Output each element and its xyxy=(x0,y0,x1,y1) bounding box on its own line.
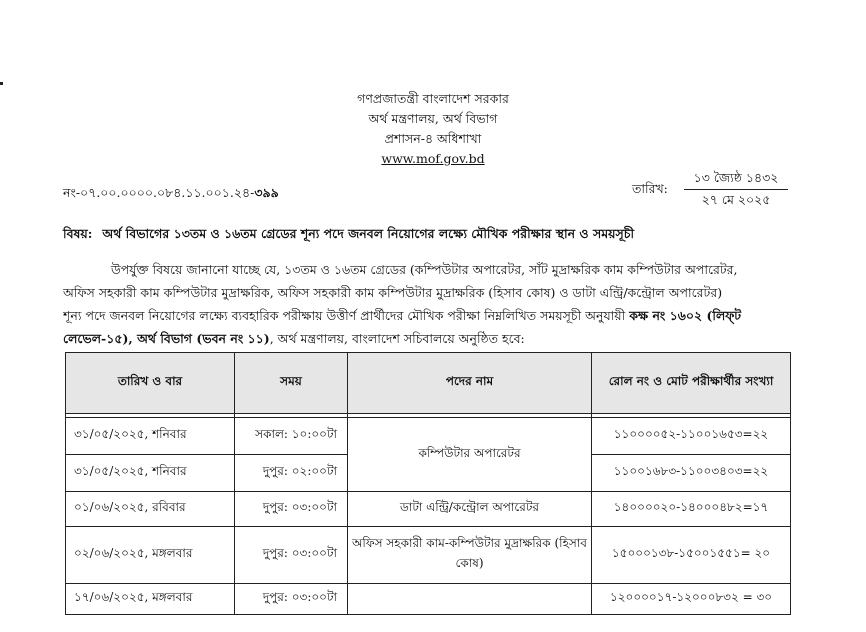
subject-label: বিষয়: xyxy=(63,226,93,241)
cell-post: কম্পিউটার অপারেটর xyxy=(348,418,592,492)
cell-time: দুপুর: ০৩:০০টা xyxy=(235,492,348,527)
cell-post xyxy=(348,584,592,615)
branch-name: প্রশাসন-৪ অধিশাখা xyxy=(384,131,482,146)
memo-number-prefix: নং-০৭.০০.০০০০.০৮৪.১১.০০১.২৪- xyxy=(63,185,255,200)
date-label: তারিখ: xyxy=(632,181,668,196)
government-name: গণপ্রজাতন্ত্রী বাংলাদেশ সরকার xyxy=(357,91,509,106)
cell-roll: ১৫০০০১৩৮-১৫০০১৫৫১= ২০ xyxy=(592,527,791,584)
body-paragraph xyxy=(63,258,790,350)
cell-roll: ১১০০০০৫২-১১০০১৬৫৩=২২ xyxy=(592,418,791,455)
cell-date: ০২/০৬/২০২৫, মঙ্গলবার xyxy=(66,527,235,584)
venue: লেভেল-১৫), অর্থ বিভাগ (ভবন নং ১১) xyxy=(63,331,270,346)
cell-date: ১৭/০৬/২০২৫, মঙ্গলবার xyxy=(66,584,235,615)
room-number: কক্ষ নং ১৬০২ (লিফ্‌ট xyxy=(629,308,742,323)
cell-time: দুপুর: ০৩:০০টা xyxy=(235,584,348,615)
cell-roll: ১৪০০০০২০-১৪০০০৪৮২=১৭ xyxy=(592,492,791,527)
body-line-3-text: শূন্য পদে জনবল নিয়োগের লক্ষ্যে ব্যবহারিক পরীক্ষায় উত্তীর্ণ প্রার্থীদের মৌখিক পরীক্ষা নিম্নলিখিত সময়সূচী অনুযায়ী xyxy=(63,308,630,323)
date-divider xyxy=(684,189,788,190)
cell-date: ৩১/০৫/২০২৫, শনিবার xyxy=(66,455,235,492)
cell-roll: ১১০০১৬৮৩-১১০০৩৪০৩=২২ xyxy=(592,455,791,492)
body-line-3 xyxy=(63,304,790,327)
ministry-name: অর্থ মন্ত্রণালয়, অর্থ বিভাগ xyxy=(368,111,498,126)
date-bangla: ১৩ জ্যৈষ্ঠ ১৪৩২ xyxy=(693,170,779,185)
table-row xyxy=(66,418,791,455)
table-row xyxy=(66,492,791,527)
schedule-table xyxy=(65,352,791,615)
body-line-4 xyxy=(63,327,790,350)
date-block xyxy=(632,166,792,210)
table-row xyxy=(66,584,791,615)
body-line-2: অফিস সহকারী কাম কম্পিউটার মুদ্রাক্ষরিক, অফিস সহকারী কাম কম্পিউটার মুদ্রাক্ষরিক (হিসাব কোষ) ও ডাটা এন্ট্রি/কন্ট্রোল অপারেটর) xyxy=(63,285,723,300)
body-line-4-text: , অর্থ মন্ত্রণালয়, বাংলাদেশ সচিবালয়ে অনুষ্ঠিত হবে: xyxy=(269,331,525,346)
header-date: তারিখ ও বার xyxy=(66,353,235,414)
cell-post: ডাটা এন্ট্রি/কন্ট্রোল অপারেটর xyxy=(348,492,592,527)
cell-time: দুপুর: ০৩:০০টা xyxy=(235,527,348,584)
date-english: ২৭ মে ২০২৫ xyxy=(701,192,771,207)
website-link[interactable]: www.mof.gov.bd xyxy=(381,151,485,166)
memo-number-suffix: ৩৯৯ xyxy=(254,185,279,200)
body-line-1: উপর্যুক্ত বিষয়ে জানানো যাচ্ছে যে, ১৩তম ও ১৬তম গ্রেডের (কম্পিউটার অপারেটর, সাঁট মুদ্রাক্ষরিক কাম কম্পিউটার অপারেটর, xyxy=(111,262,738,277)
header-roll: রোল নং ও মোট পরীক্ষার্থীর সংখ্যা xyxy=(592,353,791,414)
table-row xyxy=(66,527,791,584)
memo-number xyxy=(63,185,279,205)
cell-time: দুপুর: ০২:০০টা xyxy=(235,455,348,492)
header-time: সময় xyxy=(235,353,348,414)
cell-date: ০১/০৬/২০২৫, রবিবার xyxy=(66,492,235,527)
cell-post: অফিস সহকারী কাম-কম্পিউটার মুদ্রাক্ষরিক (হিসাব কোষ) xyxy=(348,527,592,584)
cell-roll: ১২০০০০১৭-১২০০০৮৩২ = ৩০ xyxy=(592,584,791,615)
subject-line xyxy=(63,226,634,246)
header-post: পদের নাম xyxy=(348,353,592,414)
scan-mark xyxy=(0,82,3,85)
subject-text: অর্থ বিভাগের ১৩তম ও ১৬তম গ্রেডের শূন্য পদে জনবল নিয়োগের লক্ষ্যে মৌখিক পরীক্ষার স্থান ও সময়সূচী xyxy=(102,226,635,241)
table-header-row xyxy=(66,353,791,414)
letterhead xyxy=(0,89,866,169)
cell-time: সকাল: ১০:০০টা xyxy=(235,418,348,455)
cell-date: ৩১/০৫/২০২৫, শনিবার xyxy=(66,418,235,455)
